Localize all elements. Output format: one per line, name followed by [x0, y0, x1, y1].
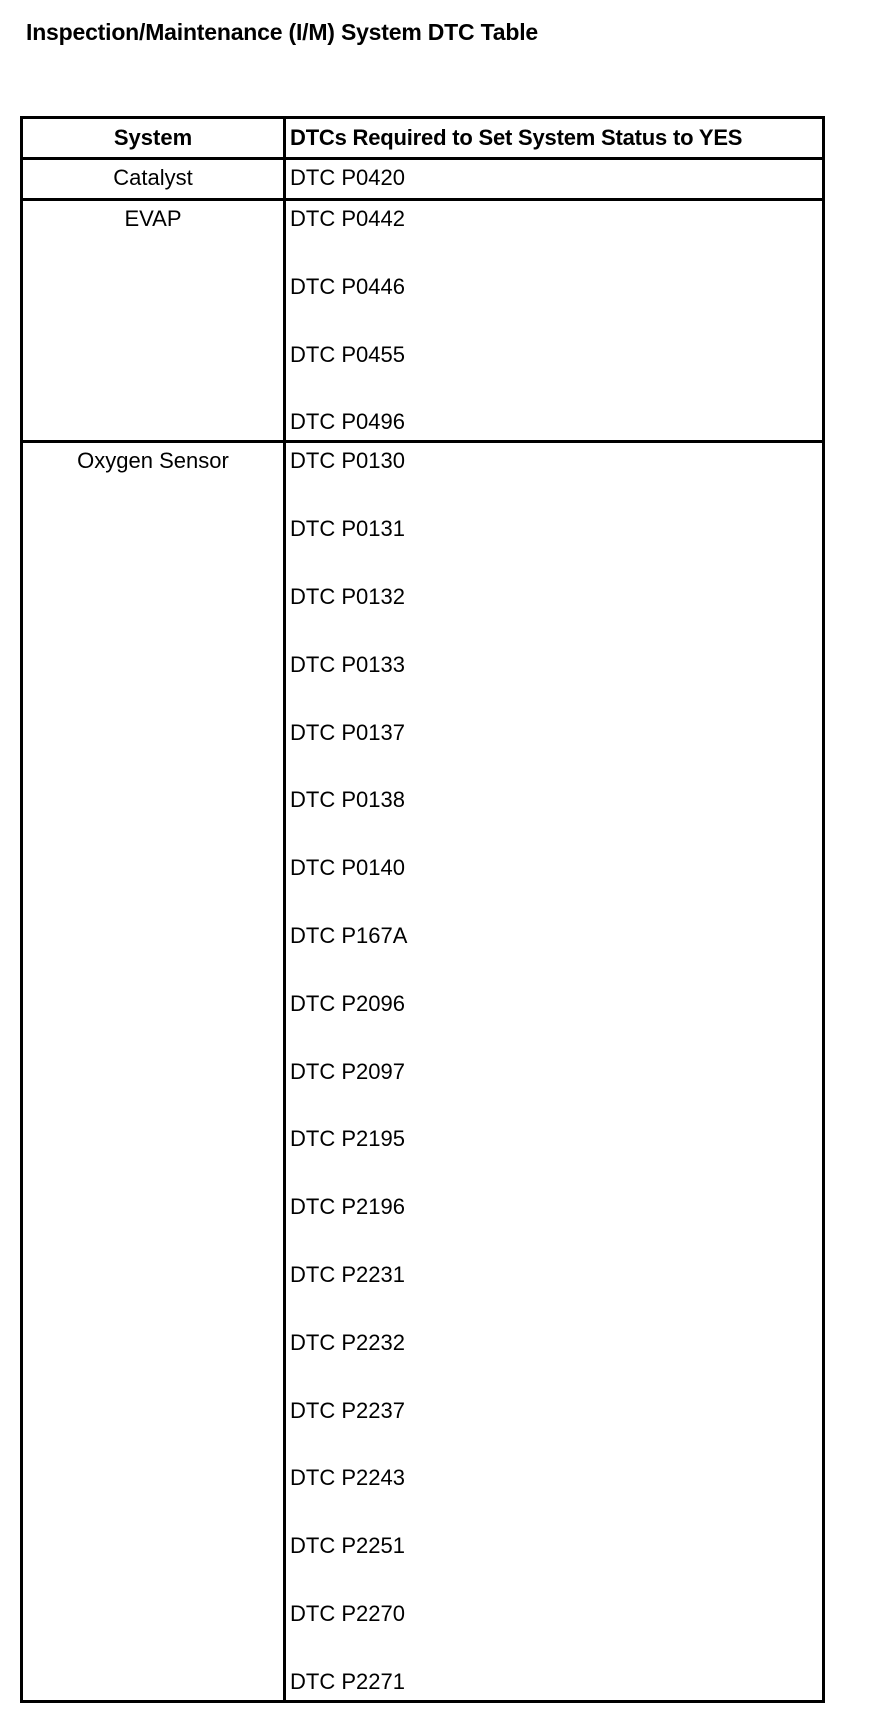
system-cell: Catalyst	[22, 159, 285, 200]
dtc-list	[286, 443, 822, 1699]
system-cell: EVAP	[22, 200, 285, 442]
dtc-code: DTC P0446	[290, 273, 405, 299]
dtc-code: DTC P0133	[290, 651, 405, 677]
dtc-code: DTC P0138	[290, 787, 405, 813]
dtc-code: DTC P0137	[290, 719, 405, 745]
system-cell: Oxygen Sensor	[22, 442, 285, 1701]
dtc-table	[20, 116, 825, 1703]
dtc-cell	[285, 159, 824, 200]
dtc-code: DTC P2196	[290, 1194, 405, 1220]
table-row-evap	[22, 200, 824, 442]
dtc-code: DTC P0420	[290, 165, 405, 190]
dtc-code: DTC P0130	[290, 448, 405, 474]
dtc-code: DTC P2195	[290, 1126, 405, 1152]
system-column-header: System	[22, 118, 285, 159]
dtc-code: DTC P2237	[290, 1397, 405, 1423]
dtc-code: DTC P0496	[290, 409, 405, 435]
dtc-code: DTC P2271	[290, 1668, 405, 1694]
dtc-code: DTC P2231	[290, 1261, 405, 1287]
dtc-list	[286, 201, 822, 440]
dtc-cell	[285, 200, 824, 442]
dtc-code: DTC P0131	[290, 516, 405, 542]
dtc-code: DTC P0132	[290, 583, 405, 609]
dtcs-column-header: DTCs Required to Set System Status to YES	[285, 118, 824, 159]
dtc-code: DTC P2097	[290, 1058, 405, 1084]
dtc-cell	[285, 442, 824, 1701]
dtc-code: DTC P2270	[290, 1600, 405, 1626]
dtc-code: DTC P0455	[290, 341, 405, 367]
page-title: Inspection/Maintenance (I/M) System DTC Table	[26, 19, 538, 45]
table-row-catalyst	[22, 159, 824, 200]
dtc-code: DTC P2243	[290, 1465, 405, 1491]
dtc-code: DTC P0140	[290, 855, 405, 881]
dtc-code: DTC P2251	[290, 1533, 405, 1559]
dtc-code: DTC P0442	[290, 206, 405, 231]
dtc-code: DTC P2096	[290, 990, 405, 1016]
table-row-oxygen-sensor	[22, 442, 824, 1701]
dtc-code: DTC P2232	[290, 1329, 405, 1355]
dtc-list	[286, 160, 822, 198]
dtc-code: DTC P167A	[290, 922, 408, 948]
table-header-row	[22, 118, 824, 159]
